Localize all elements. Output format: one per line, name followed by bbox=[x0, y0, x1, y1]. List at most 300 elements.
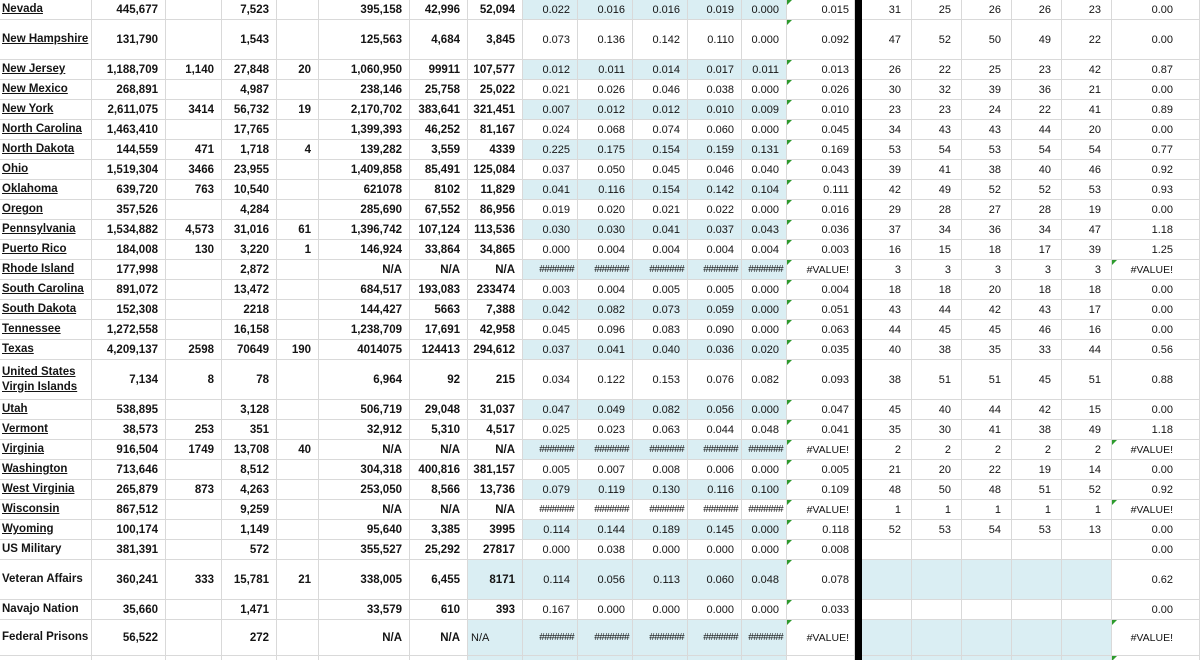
cell-south-carolina-col-h[interactable]: 233474 bbox=[468, 280, 523, 300]
cell-federal-prisons-col-d[interactable]: 272 bbox=[222, 620, 277, 656]
cell-ohio-col-q[interactable]: 38 bbox=[962, 160, 1012, 180]
cell-united-states-virgin-islands-col-n[interactable]: 0.093 bbox=[787, 360, 855, 400]
cell-pennsylvania-col-h[interactable]: 113,536 bbox=[468, 220, 523, 240]
cell-virginia-col-p[interactable]: 2 bbox=[912, 440, 962, 460]
cell-new-hampshire-col-t[interactable]: 0.00 bbox=[1112, 20, 1200, 60]
cell-washington-col-f[interactable]: 304,318 bbox=[319, 460, 410, 480]
cell-texas-col-d[interactable]: 70649 bbox=[222, 340, 277, 360]
cell-new-york-col-q[interactable]: 24 bbox=[962, 100, 1012, 120]
cell-texas-col-k[interactable]: 0.040 bbox=[633, 340, 688, 360]
cell-new-hampshire-col-s[interactable]: 22 bbox=[1062, 20, 1112, 60]
cell-oklahoma-col-b[interactable]: 639,720 bbox=[92, 180, 166, 200]
cell-wyoming-col-n[interactable]: 0.118 bbox=[787, 520, 855, 540]
cell-north-dakota-col-t[interactable]: 0.77 bbox=[1112, 140, 1200, 160]
cell-nevada-col-e[interactable] bbox=[277, 0, 319, 20]
cell-nevada-col-r[interactable]: 26 bbox=[1012, 0, 1062, 20]
cell-vermont-col-p[interactable]: 30 bbox=[912, 420, 962, 440]
cell-oklahoma-col-e[interactable] bbox=[277, 180, 319, 200]
cell-texas-col-r[interactable]: 33 bbox=[1012, 340, 1062, 360]
cell-us-military-col-p[interactable] bbox=[912, 540, 962, 560]
cell-utah-col-l[interactable]: 0.056 bbox=[688, 400, 742, 420]
cell-utah-col-q[interactable]: 44 bbox=[962, 400, 1012, 420]
cell-puerto-rico-col-r[interactable]: 17 bbox=[1012, 240, 1062, 260]
cell-united-states-virgin-islands-col-l[interactable]: 0.076 bbox=[688, 360, 742, 400]
cell-north-carolina-col-o[interactable]: 34 bbox=[862, 120, 912, 140]
cell-new-mexico-col-s[interactable]: 21 bbox=[1062, 80, 1112, 100]
cell-north-carolina-col-r[interactable]: 44 bbox=[1012, 120, 1062, 140]
cell-virginia-col-i[interactable]: ####### bbox=[523, 440, 578, 460]
cell-north-carolina-col-j[interactable]: 0.068 bbox=[578, 120, 633, 140]
cell-new-hampshire-col-q[interactable]: 50 bbox=[962, 20, 1012, 60]
cell-new-hampshire-col-n[interactable]: 0.092 bbox=[787, 20, 855, 60]
row-header-rhode-island[interactable]: Rhode Island bbox=[0, 260, 92, 280]
cell-navajo-nation-col-e[interactable] bbox=[277, 600, 319, 620]
cell-puerto-rico-col-c[interactable]: 130 bbox=[166, 240, 222, 260]
cell-pennsylvania-col-d[interactable]: 31,016 bbox=[222, 220, 277, 240]
cell-united-states-virgin-islands-col-c[interactable]: 8 bbox=[166, 360, 222, 400]
cell-oklahoma-col-q[interactable]: 52 bbox=[962, 180, 1012, 200]
cell-federal-prisons-col-b[interactable]: 56,522 bbox=[92, 620, 166, 656]
cell-utah-col-b[interactable]: 538,895 bbox=[92, 400, 166, 420]
cell-oregon-col-j[interactable]: 0.020 bbox=[578, 200, 633, 220]
cell-washington-col-q[interactable]: 22 bbox=[962, 460, 1012, 480]
cell-us-military-col-f[interactable]: 355,527 bbox=[319, 540, 410, 560]
cell-pennsylvania-col-i[interactable]: 0.030 bbox=[523, 220, 578, 240]
cell-wisconsin-col-h[interactable]: N/A bbox=[468, 500, 523, 520]
cell-wyoming-col-o[interactable]: 52 bbox=[862, 520, 912, 540]
cell-west-virginia-col-l[interactable]: 0.116 bbox=[688, 480, 742, 500]
cell-tennessee-col-k[interactable]: 0.083 bbox=[633, 320, 688, 340]
cell-south-dakota-col-b[interactable]: 152,308 bbox=[92, 300, 166, 320]
row-header-puerto-rico[interactable]: Puerto Rico bbox=[0, 240, 92, 260]
cell-veteran-affairs-col-l[interactable]: 0.060 bbox=[688, 560, 742, 600]
cell-wyoming-col-k[interactable]: 0.189 bbox=[633, 520, 688, 540]
cell-north-dakota-col-f[interactable]: 139,282 bbox=[319, 140, 410, 160]
cell-vermont-col-t[interactable]: 1.18 bbox=[1112, 420, 1200, 440]
cell-new-york-col-n[interactable]: 0.010 bbox=[787, 100, 855, 120]
cell-new-york-col-d[interactable]: 56,732 bbox=[222, 100, 277, 120]
cell-united-states-virgin-islands-col-k[interactable]: 0.153 bbox=[633, 360, 688, 400]
cell-navajo-nation-col-c[interactable] bbox=[166, 600, 222, 620]
row-header-wyoming[interactable]: Wyoming bbox=[0, 520, 92, 540]
cell-new-jersey-col-i[interactable]: 0.012 bbox=[523, 60, 578, 80]
cell-veteran-affairs-col-c[interactable]: 333 bbox=[166, 560, 222, 600]
cell-west-virginia-col-o[interactable]: 48 bbox=[862, 480, 912, 500]
cell-virginia-col-s[interactable]: 2 bbox=[1062, 440, 1112, 460]
cell-united-states-virgin-islands-col-d[interactable]: 78 bbox=[222, 360, 277, 400]
cell-us-military-col-k[interactable]: 0.000 bbox=[633, 540, 688, 560]
cell-south-dakota-col-i[interactable]: 0.042 bbox=[523, 300, 578, 320]
cell-wisconsin-col-p[interactable]: 1 bbox=[912, 500, 962, 520]
cell-north-carolina-col-k[interactable]: 0.074 bbox=[633, 120, 688, 140]
cell-north-dakota-col-p[interactable]: 54 bbox=[912, 140, 962, 160]
cell-north-carolina-col-b[interactable]: 1,463,410 bbox=[92, 120, 166, 140]
cell-pennsylvania-col-o[interactable]: 37 bbox=[862, 220, 912, 240]
cell-north-dakota-col-i[interactable]: 0.225 bbox=[523, 140, 578, 160]
cell-utah-col-t[interactable]: 0.00 bbox=[1112, 400, 1200, 420]
cell-wyoming-col-l[interactable]: 0.145 bbox=[688, 520, 742, 540]
cell-south-carolina-col-m[interactable]: 0.000 bbox=[742, 280, 787, 300]
cell-virginia-col-r[interactable]: 2 bbox=[1012, 440, 1062, 460]
cell-new-york-col-p[interactable]: 23 bbox=[912, 100, 962, 120]
cell-new-mexico-col-e[interactable] bbox=[277, 80, 319, 100]
cell-rhode-island-col-n[interactable]: #VALUE! bbox=[787, 260, 855, 280]
cell-north-carolina-col-e[interactable] bbox=[277, 120, 319, 140]
cell-tennessee-col-t[interactable]: 0.00 bbox=[1112, 320, 1200, 340]
row-header-tennessee[interactable]: Tennessee bbox=[0, 320, 92, 340]
cell-wisconsin-col-i[interactable]: ####### bbox=[523, 500, 578, 520]
cell-oklahoma-col-o[interactable]: 42 bbox=[862, 180, 912, 200]
cell-virginia-col-q[interactable]: 2 bbox=[962, 440, 1012, 460]
cell-wyoming-col-c[interactable] bbox=[166, 520, 222, 540]
cell-blank-col-h[interactable] bbox=[468, 656, 523, 660]
cell-wyoming-col-r[interactable]: 53 bbox=[1012, 520, 1062, 540]
cell-blank-col-c[interactable] bbox=[166, 656, 222, 660]
cell-us-military-col-j[interactable]: 0.038 bbox=[578, 540, 633, 560]
cell-nevada-col-i[interactable]: 0.022 bbox=[523, 0, 578, 20]
cell-federal-prisons-col-n[interactable]: #VALUE! bbox=[787, 620, 855, 656]
cell-new-york-col-j[interactable]: 0.012 bbox=[578, 100, 633, 120]
cell-rhode-island-col-i[interactable]: ####### bbox=[523, 260, 578, 280]
cell-new-hampshire-col-i[interactable]: 0.073 bbox=[523, 20, 578, 60]
cell-rhode-island-col-b[interactable]: 177,998 bbox=[92, 260, 166, 280]
cell-wisconsin-col-r[interactable]: 1 bbox=[1012, 500, 1062, 520]
cell-nevada-col-p[interactable]: 25 bbox=[912, 0, 962, 20]
cell-south-dakota-col-f[interactable]: 144,427 bbox=[319, 300, 410, 320]
cell-texas-col-q[interactable]: 35 bbox=[962, 340, 1012, 360]
cell-new-jersey-col-m[interactable]: 0.011 bbox=[742, 60, 787, 80]
cell-united-states-virgin-islands-col-h[interactable]: 215 bbox=[468, 360, 523, 400]
cell-navajo-nation-col-q[interactable] bbox=[962, 600, 1012, 620]
cell-navajo-nation-col-r[interactable] bbox=[1012, 600, 1062, 620]
cell-north-carolina-col-m[interactable]: 0.000 bbox=[742, 120, 787, 140]
cell-navajo-nation-col-m[interactable]: 0.000 bbox=[742, 600, 787, 620]
cell-virginia-col-b[interactable]: 916,504 bbox=[92, 440, 166, 460]
cell-texas-col-e[interactable]: 190 bbox=[277, 340, 319, 360]
cell-virginia-col-o[interactable]: 2 bbox=[862, 440, 912, 460]
cell-new-york-col-o[interactable]: 23 bbox=[862, 100, 912, 120]
cell-new-mexico-col-q[interactable]: 39 bbox=[962, 80, 1012, 100]
cell-blank-col-p[interactable] bbox=[912, 656, 962, 660]
cell-wyoming-col-g[interactable]: 3,385 bbox=[410, 520, 468, 540]
cell-nevada-col-d[interactable]: 7,523 bbox=[222, 0, 277, 20]
cell-rhode-island-col-o[interactable]: 3 bbox=[862, 260, 912, 280]
cell-vermont-col-n[interactable]: 0.041 bbox=[787, 420, 855, 440]
cell-north-dakota-col-l[interactable]: 0.159 bbox=[688, 140, 742, 160]
cell-blank-col-i[interactable] bbox=[523, 656, 578, 660]
cell-wyoming-col-e[interactable] bbox=[277, 520, 319, 540]
cell-oregon-col-m[interactable]: 0.000 bbox=[742, 200, 787, 220]
cell-texas-col-m[interactable]: 0.020 bbox=[742, 340, 787, 360]
cell-nevada-col-q[interactable]: 26 bbox=[962, 0, 1012, 20]
cell-new-york-col-b[interactable]: 2,611,075 bbox=[92, 100, 166, 120]
cell-wisconsin-col-l[interactable]: ####### bbox=[688, 500, 742, 520]
cell-new-jersey-col-s[interactable]: 42 bbox=[1062, 60, 1112, 80]
cell-pennsylvania-col-k[interactable]: 0.041 bbox=[633, 220, 688, 240]
cell-veteran-affairs-col-d[interactable]: 15,781 bbox=[222, 560, 277, 600]
cell-virginia-col-n[interactable]: #VALUE! bbox=[787, 440, 855, 460]
cell-vermont-col-c[interactable]: 253 bbox=[166, 420, 222, 440]
cell-pennsylvania-col-m[interactable]: 0.043 bbox=[742, 220, 787, 240]
cell-federal-prisons-col-o[interactable] bbox=[862, 620, 912, 656]
cell-blank-col-g[interactable] bbox=[410, 656, 468, 660]
cell-new-york-col-r[interactable]: 22 bbox=[1012, 100, 1062, 120]
cell-west-virginia-col-p[interactable]: 50 bbox=[912, 480, 962, 500]
cell-north-carolina-col-d[interactable]: 17,765 bbox=[222, 120, 277, 140]
cell-south-carolina-col-r[interactable]: 18 bbox=[1012, 280, 1062, 300]
cell-west-virginia-col-e[interactable] bbox=[277, 480, 319, 500]
cell-us-military-col-c[interactable] bbox=[166, 540, 222, 560]
cell-new-hampshire-col-e[interactable] bbox=[277, 20, 319, 60]
cell-new-jersey-col-h[interactable]: 107,577 bbox=[468, 60, 523, 80]
cell-new-hampshire-col-b[interactable]: 131,790 bbox=[92, 20, 166, 60]
cell-united-states-virgin-islands-col-r[interactable]: 45 bbox=[1012, 360, 1062, 400]
cell-north-carolina-col-q[interactable]: 43 bbox=[962, 120, 1012, 140]
cell-puerto-rico-col-p[interactable]: 15 bbox=[912, 240, 962, 260]
cell-us-military-col-l[interactable]: 0.000 bbox=[688, 540, 742, 560]
cell-blank-col-f[interactable] bbox=[319, 656, 410, 660]
cell-nevada-col-n[interactable]: 0.015 bbox=[787, 0, 855, 20]
cell-new-jersey-col-c[interactable]: 1,140 bbox=[166, 60, 222, 80]
cell-wisconsin-col-n[interactable]: #VALUE! bbox=[787, 500, 855, 520]
cell-vermont-col-l[interactable]: 0.044 bbox=[688, 420, 742, 440]
cell-south-carolina-col-n[interactable]: 0.004 bbox=[787, 280, 855, 300]
row-header-south-carolina[interactable]: South Carolina bbox=[0, 280, 92, 300]
cell-virginia-col-f[interactable]: N/A bbox=[319, 440, 410, 460]
cell-rhode-island-col-t[interactable]: #VALUE! bbox=[1112, 260, 1200, 280]
cell-federal-prisons-col-s[interactable] bbox=[1062, 620, 1112, 656]
cell-navajo-nation-col-s[interactable] bbox=[1062, 600, 1112, 620]
cell-new-mexico-col-l[interactable]: 0.038 bbox=[688, 80, 742, 100]
cell-utah-col-m[interactable]: 0.000 bbox=[742, 400, 787, 420]
cell-vermont-col-g[interactable]: 5,310 bbox=[410, 420, 468, 440]
cell-pennsylvania-col-l[interactable]: 0.037 bbox=[688, 220, 742, 240]
cell-ohio-col-t[interactable]: 0.92 bbox=[1112, 160, 1200, 180]
cell-puerto-rico-col-m[interactable]: 0.004 bbox=[742, 240, 787, 260]
cell-united-states-virgin-islands-col-p[interactable]: 51 bbox=[912, 360, 962, 400]
row-header-wisconsin[interactable]: Wisconsin bbox=[0, 500, 92, 520]
cell-vermont-col-m[interactable]: 0.048 bbox=[742, 420, 787, 440]
cell-united-states-virgin-islands-col-e[interactable] bbox=[277, 360, 319, 400]
row-header-oregon[interactable]: Oregon bbox=[0, 200, 92, 220]
cell-north-carolina-col-t[interactable]: 0.00 bbox=[1112, 120, 1200, 140]
cell-blank-col-e[interactable] bbox=[277, 656, 319, 660]
cell-tennessee-col-c[interactable] bbox=[166, 320, 222, 340]
cell-south-carolina-col-s[interactable]: 18 bbox=[1062, 280, 1112, 300]
cell-puerto-rico-col-n[interactable]: 0.003 bbox=[787, 240, 855, 260]
cell-west-virginia-col-s[interactable]: 52 bbox=[1062, 480, 1112, 500]
cell-oregon-col-d[interactable]: 4,284 bbox=[222, 200, 277, 220]
cell-west-virginia-col-n[interactable]: 0.109 bbox=[787, 480, 855, 500]
cell-oregon-col-n[interactable]: 0.016 bbox=[787, 200, 855, 220]
cell-south-carolina-col-d[interactable]: 13,472 bbox=[222, 280, 277, 300]
cell-utah-col-f[interactable]: 506,719 bbox=[319, 400, 410, 420]
cell-wisconsin-col-j[interactable]: ####### bbox=[578, 500, 633, 520]
cell-new-jersey-col-t[interactable]: 0.87 bbox=[1112, 60, 1200, 80]
cell-blank-col-r[interactable] bbox=[1012, 656, 1062, 660]
cell-washington-col-m[interactable]: 0.000 bbox=[742, 460, 787, 480]
cell-washington-col-k[interactable]: 0.008 bbox=[633, 460, 688, 480]
cell-virginia-col-t[interactable]: #VALUE! bbox=[1112, 440, 1200, 460]
cell-north-dakota-col-c[interactable]: 471 bbox=[166, 140, 222, 160]
cell-new-hampshire-col-j[interactable]: 0.136 bbox=[578, 20, 633, 60]
row-header-oklahoma[interactable]: Oklahoma bbox=[0, 180, 92, 200]
cell-federal-prisons-col-k[interactable]: ####### bbox=[633, 620, 688, 656]
cell-wisconsin-col-f[interactable]: N/A bbox=[319, 500, 410, 520]
cell-ohio-col-j[interactable]: 0.050 bbox=[578, 160, 633, 180]
cell-texas-col-s[interactable]: 44 bbox=[1062, 340, 1112, 360]
cell-wisconsin-col-t[interactable]: #VALUE! bbox=[1112, 500, 1200, 520]
cell-south-dakota-col-n[interactable]: 0.051 bbox=[787, 300, 855, 320]
cell-new-jersey-col-r[interactable]: 23 bbox=[1012, 60, 1062, 80]
row-header-west-virginia[interactable]: West Virginia bbox=[0, 480, 92, 500]
cell-pennsylvania-col-j[interactable]: 0.030 bbox=[578, 220, 633, 240]
cell-utah-col-o[interactable]: 45 bbox=[862, 400, 912, 420]
cell-nevada-col-k[interactable]: 0.016 bbox=[633, 0, 688, 20]
row-header-washington[interactable]: Washington bbox=[0, 460, 92, 480]
cell-federal-prisons-col-q[interactable] bbox=[962, 620, 1012, 656]
cell-oklahoma-col-g[interactable]: 8102 bbox=[410, 180, 468, 200]
cell-navajo-nation-col-i[interactable]: 0.167 bbox=[523, 600, 578, 620]
cell-new-hampshire-col-r[interactable]: 49 bbox=[1012, 20, 1062, 60]
cell-new-york-col-k[interactable]: 0.012 bbox=[633, 100, 688, 120]
cell-utah-col-g[interactable]: 29,048 bbox=[410, 400, 468, 420]
cell-washington-col-n[interactable]: 0.005 bbox=[787, 460, 855, 480]
cell-vermont-col-s[interactable]: 49 bbox=[1062, 420, 1112, 440]
cell-federal-prisons-col-i[interactable]: ####### bbox=[523, 620, 578, 656]
cell-washington-col-g[interactable]: 400,816 bbox=[410, 460, 468, 480]
cell-tennessee-col-h[interactable]: 42,958 bbox=[468, 320, 523, 340]
row-header-new-mexico[interactable]: New Mexico bbox=[0, 80, 92, 100]
cell-new-mexico-col-j[interactable]: 0.026 bbox=[578, 80, 633, 100]
cell-north-carolina-col-c[interactable] bbox=[166, 120, 222, 140]
cell-new-jersey-col-b[interactable]: 1,188,709 bbox=[92, 60, 166, 80]
row-header-new-jersey[interactable]: New Jersey bbox=[0, 60, 92, 80]
cell-tennessee-col-o[interactable]: 44 bbox=[862, 320, 912, 340]
cell-veteran-affairs-col-i[interactable]: 0.114 bbox=[523, 560, 578, 600]
cell-west-virginia-col-h[interactable]: 13,736 bbox=[468, 480, 523, 500]
cell-ohio-col-n[interactable]: 0.043 bbox=[787, 160, 855, 180]
cell-texas-col-p[interactable]: 38 bbox=[912, 340, 962, 360]
cell-tennessee-col-g[interactable]: 17,691 bbox=[410, 320, 468, 340]
cell-united-states-virgin-islands-col-i[interactable]: 0.034 bbox=[523, 360, 578, 400]
cell-south-dakota-col-m[interactable]: 0.000 bbox=[742, 300, 787, 320]
cell-federal-prisons-col-t[interactable]: #VALUE! bbox=[1112, 620, 1200, 656]
cell-united-states-virgin-islands-col-j[interactable]: 0.122 bbox=[578, 360, 633, 400]
cell-oklahoma-col-i[interactable]: 0.041 bbox=[523, 180, 578, 200]
cell-south-carolina-col-o[interactable]: 18 bbox=[862, 280, 912, 300]
cell-veteran-affairs-col-n[interactable]: 0.078 bbox=[787, 560, 855, 600]
cell-oregon-col-k[interactable]: 0.021 bbox=[633, 200, 688, 220]
cell-vermont-col-i[interactable]: 0.025 bbox=[523, 420, 578, 440]
cell-texas-col-l[interactable]: 0.036 bbox=[688, 340, 742, 360]
cell-tennessee-col-b[interactable]: 1,272,558 bbox=[92, 320, 166, 340]
cell-new-york-col-l[interactable]: 0.010 bbox=[688, 100, 742, 120]
cell-tennessee-col-n[interactable]: 0.063 bbox=[787, 320, 855, 340]
cell-veteran-affairs-col-g[interactable]: 6,455 bbox=[410, 560, 468, 600]
cell-nevada-col-j[interactable]: 0.016 bbox=[578, 0, 633, 20]
cell-virginia-col-j[interactable]: ####### bbox=[578, 440, 633, 460]
cell-oklahoma-col-p[interactable]: 49 bbox=[912, 180, 962, 200]
cell-rhode-island-col-q[interactable]: 3 bbox=[962, 260, 1012, 280]
cell-blank-col-j[interactable] bbox=[578, 656, 633, 660]
cell-ohio-col-e[interactable] bbox=[277, 160, 319, 180]
cell-texas-col-t[interactable]: 0.56 bbox=[1112, 340, 1200, 360]
cell-oklahoma-col-l[interactable]: 0.142 bbox=[688, 180, 742, 200]
cell-puerto-rico-col-t[interactable]: 1.25 bbox=[1112, 240, 1200, 260]
cell-blank-col-s[interactable] bbox=[1062, 656, 1112, 660]
cell-ohio-col-r[interactable]: 40 bbox=[1012, 160, 1062, 180]
cell-navajo-nation-col-n[interactable]: 0.033 bbox=[787, 600, 855, 620]
cell-north-carolina-col-i[interactable]: 0.024 bbox=[523, 120, 578, 140]
cell-oklahoma-col-r[interactable]: 52 bbox=[1012, 180, 1062, 200]
cell-oklahoma-col-h[interactable]: 11,829 bbox=[468, 180, 523, 200]
cell-federal-prisons-col-m[interactable]: ####### bbox=[742, 620, 787, 656]
cell-west-virginia-col-b[interactable]: 265,879 bbox=[92, 480, 166, 500]
cell-oregon-col-s[interactable]: 19 bbox=[1062, 200, 1112, 220]
cell-ohio-col-d[interactable]: 23,955 bbox=[222, 160, 277, 180]
cell-new-mexico-col-c[interactable] bbox=[166, 80, 222, 100]
cell-ohio-col-s[interactable]: 46 bbox=[1062, 160, 1112, 180]
cell-south-dakota-col-c[interactable] bbox=[166, 300, 222, 320]
cell-federal-prisons-col-g[interactable]: N/A bbox=[410, 620, 468, 656]
cell-puerto-rico-col-d[interactable]: 3,220 bbox=[222, 240, 277, 260]
cell-south-carolina-col-e[interactable] bbox=[277, 280, 319, 300]
cell-united-states-virgin-islands-col-q[interactable]: 51 bbox=[962, 360, 1012, 400]
cell-washington-col-e[interactable] bbox=[277, 460, 319, 480]
cell-new-york-col-c[interactable]: 3414 bbox=[166, 100, 222, 120]
cell-washington-col-t[interactable]: 0.00 bbox=[1112, 460, 1200, 480]
cell-nevada-col-c[interactable] bbox=[166, 0, 222, 20]
cell-oklahoma-col-m[interactable]: 0.104 bbox=[742, 180, 787, 200]
cell-ohio-col-i[interactable]: 0.037 bbox=[523, 160, 578, 180]
cell-oregon-col-i[interactable]: 0.019 bbox=[523, 200, 578, 220]
cell-veteran-affairs-col-t[interactable]: 0.62 bbox=[1112, 560, 1200, 600]
cell-texas-col-g[interactable]: 124413 bbox=[410, 340, 468, 360]
cell-west-virginia-col-q[interactable]: 48 bbox=[962, 480, 1012, 500]
cell-texas-col-c[interactable]: 2598 bbox=[166, 340, 222, 360]
cell-veteran-affairs-col-m[interactable]: 0.048 bbox=[742, 560, 787, 600]
cell-puerto-rico-col-g[interactable]: 33,864 bbox=[410, 240, 468, 260]
cell-north-dakota-col-r[interactable]: 54 bbox=[1012, 140, 1062, 160]
cell-new-york-col-m[interactable]: 0.009 bbox=[742, 100, 787, 120]
cell-vermont-col-f[interactable]: 32,912 bbox=[319, 420, 410, 440]
cell-us-military-col-g[interactable]: 25,292 bbox=[410, 540, 468, 560]
cell-navajo-nation-col-d[interactable]: 1,471 bbox=[222, 600, 277, 620]
cell-federal-prisons-col-l[interactable]: ####### bbox=[688, 620, 742, 656]
cell-oklahoma-col-d[interactable]: 10,540 bbox=[222, 180, 277, 200]
cell-south-dakota-col-q[interactable]: 42 bbox=[962, 300, 1012, 320]
cell-texas-col-b[interactable]: 4,209,137 bbox=[92, 340, 166, 360]
cell-federal-prisons-col-c[interactable] bbox=[166, 620, 222, 656]
cell-south-carolina-col-l[interactable]: 0.005 bbox=[688, 280, 742, 300]
cell-oregon-col-l[interactable]: 0.022 bbox=[688, 200, 742, 220]
cell-new-hampshire-col-d[interactable]: 1,543 bbox=[222, 20, 277, 60]
cell-new-mexico-col-i[interactable]: 0.021 bbox=[523, 80, 578, 100]
cell-puerto-rico-col-l[interactable]: 0.004 bbox=[688, 240, 742, 260]
cell-new-jersey-col-o[interactable]: 26 bbox=[862, 60, 912, 80]
cell-north-dakota-col-m[interactable]: 0.131 bbox=[742, 140, 787, 160]
cell-north-carolina-col-p[interactable]: 43 bbox=[912, 120, 962, 140]
cell-new-jersey-col-d[interactable]: 27,848 bbox=[222, 60, 277, 80]
cell-rhode-island-col-j[interactable]: ####### bbox=[578, 260, 633, 280]
cell-nevada-col-f[interactable]: 395,158 bbox=[319, 0, 410, 20]
row-header-vermont[interactable]: Vermont bbox=[0, 420, 92, 440]
cell-oklahoma-col-s[interactable]: 53 bbox=[1062, 180, 1112, 200]
cell-north-dakota-col-j[interactable]: 0.175 bbox=[578, 140, 633, 160]
cell-new-mexico-col-r[interactable]: 36 bbox=[1012, 80, 1062, 100]
row-header-new-york[interactable]: New York bbox=[0, 100, 92, 120]
